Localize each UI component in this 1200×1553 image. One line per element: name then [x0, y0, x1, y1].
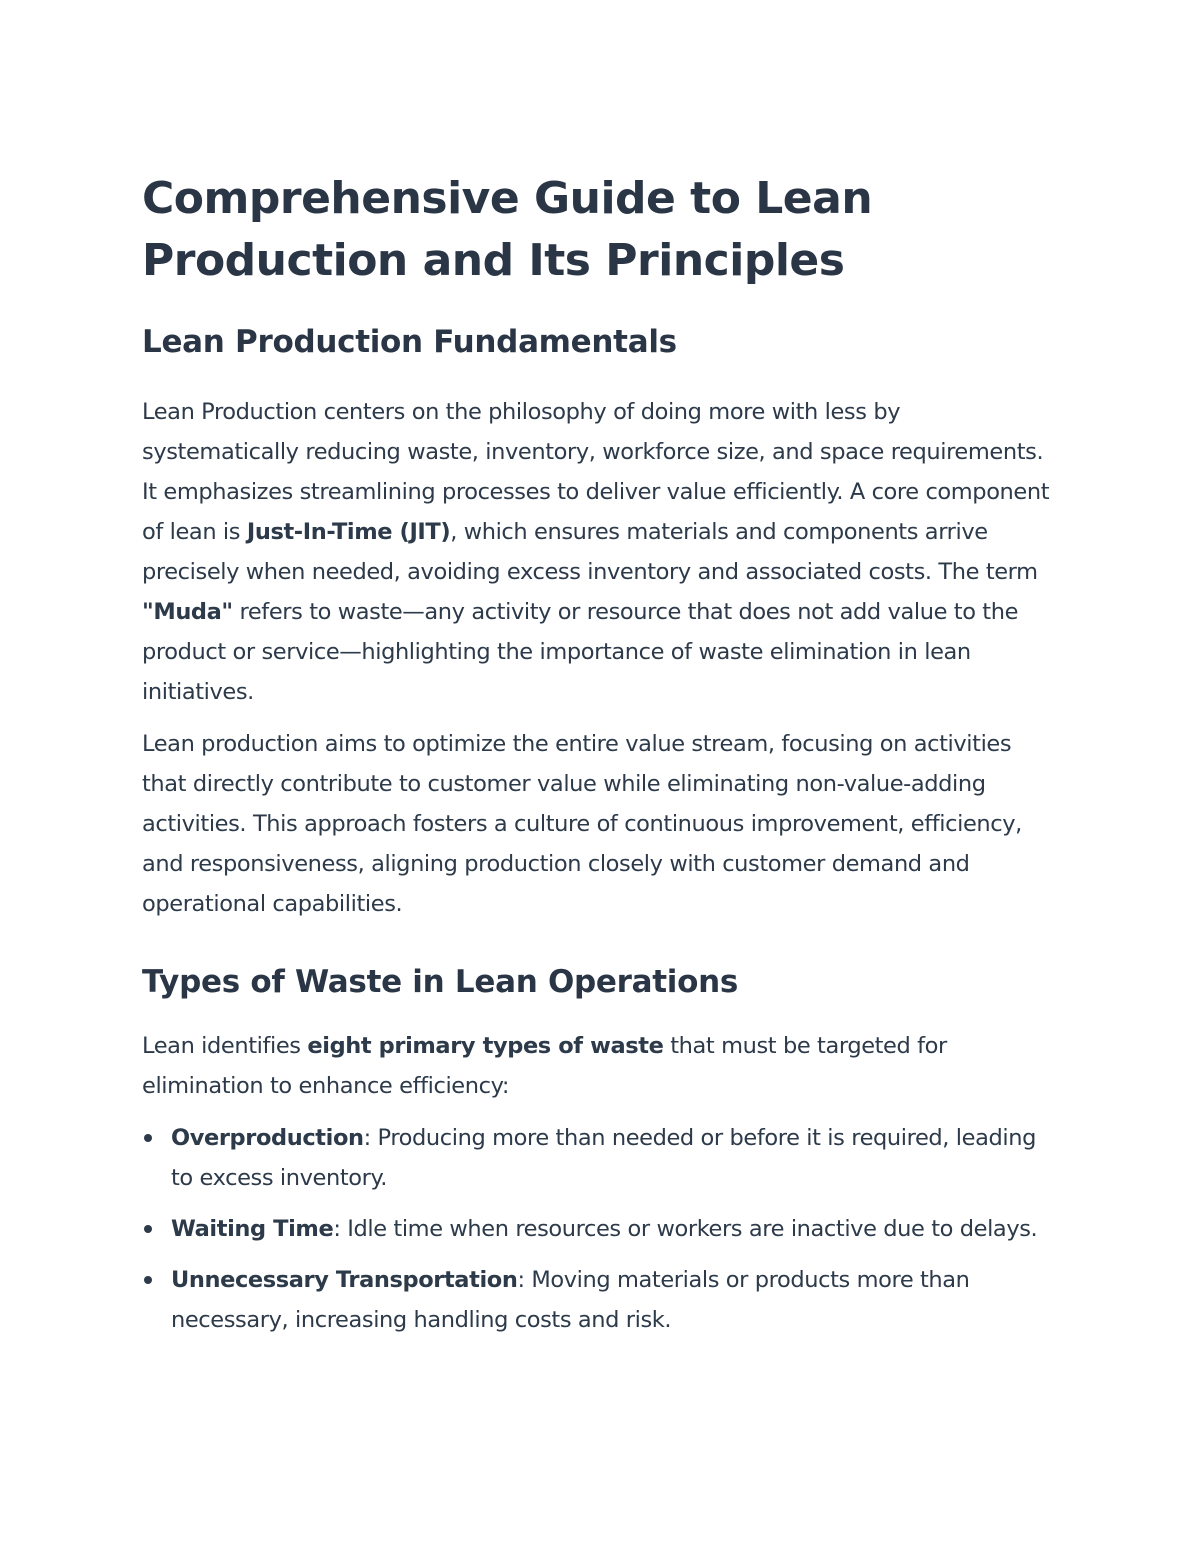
- section-heading-waste-types: Types of Waste in Lean Operations: [142, 964, 738, 1000]
- section-heading-fundamentals: Lean Production Fundamentals: [142, 324, 677, 360]
- bold-term-muda: "Muda": [142, 599, 233, 625]
- list-item: [142, 1209, 1062, 1249]
- list-item-description: : Moving materials or products more than necessary, increasing handling costs and risk.: [171, 1267, 970, 1333]
- paragraph-text: , which ensures materials and components arrive precisely when needed, avoiding excess inventory and associated costs. The term: [142, 519, 1038, 585]
- paragraph-text: Lean identifies: [142, 1033, 308, 1059]
- bullet-icon: [144, 1225, 152, 1233]
- list-item: [142, 1260, 1062, 1340]
- waste-types-list: [142, 1118, 1062, 1340]
- bullet-icon: [144, 1276, 152, 1284]
- list-item-term: Overproduction: [171, 1125, 364, 1151]
- document-title: Comprehensive Guide to Lean Production and Its Principles: [142, 173, 873, 286]
- paragraph-text: Lean Production centers on the philosophy of doing more with less by systematically reducing waste, inventory, workforce size, and space requirements. It emphasizes streamlining processes to deliver value efficiently. A core component of lean is: [142, 399, 1050, 545]
- list-item: [142, 1118, 1062, 1198]
- paragraph-text: that must be targeted for elimination to enhance efficiency:: [142, 1033, 947, 1099]
- list-item-description: : Idle time when resources or workers are inactive due to delays.: [333, 1216, 1038, 1242]
- bullet-icon: [144, 1134, 152, 1142]
- bold-term-eight-types: eight primary types of waste: [307, 1033, 664, 1059]
- bold-term-jit: Just-In-Time (JIT): [246, 519, 451, 545]
- paragraph-text: refers to waste—any activity or resource that does not add value to the product or service—highlighting the importance of waste elimination in lean initiatives.: [142, 599, 1019, 705]
- list-item-description: : Producing more than needed or before it is required, leading to excess inventory.: [171, 1125, 1036, 1191]
- list-item-term: Waiting Time: [171, 1216, 334, 1242]
- document-page: [142, 168, 1062, 1351]
- paragraph-fundamentals-1: [142, 392, 1062, 712]
- list-item-term: Unnecessary Transportation: [171, 1267, 518, 1293]
- paragraph-waste-intro: [142, 1026, 1062, 1106]
- paragraph-fundamentals-2: Lean production aims to optimize the entire value stream, focusing on activities that directly contribute to customer value while eliminating non-value-adding activities. This approach fosters a culture of continuous improvement, efficiency, and responsiveness, aligning production closely with customer demand and operational capabilities.: [142, 731, 1022, 917]
